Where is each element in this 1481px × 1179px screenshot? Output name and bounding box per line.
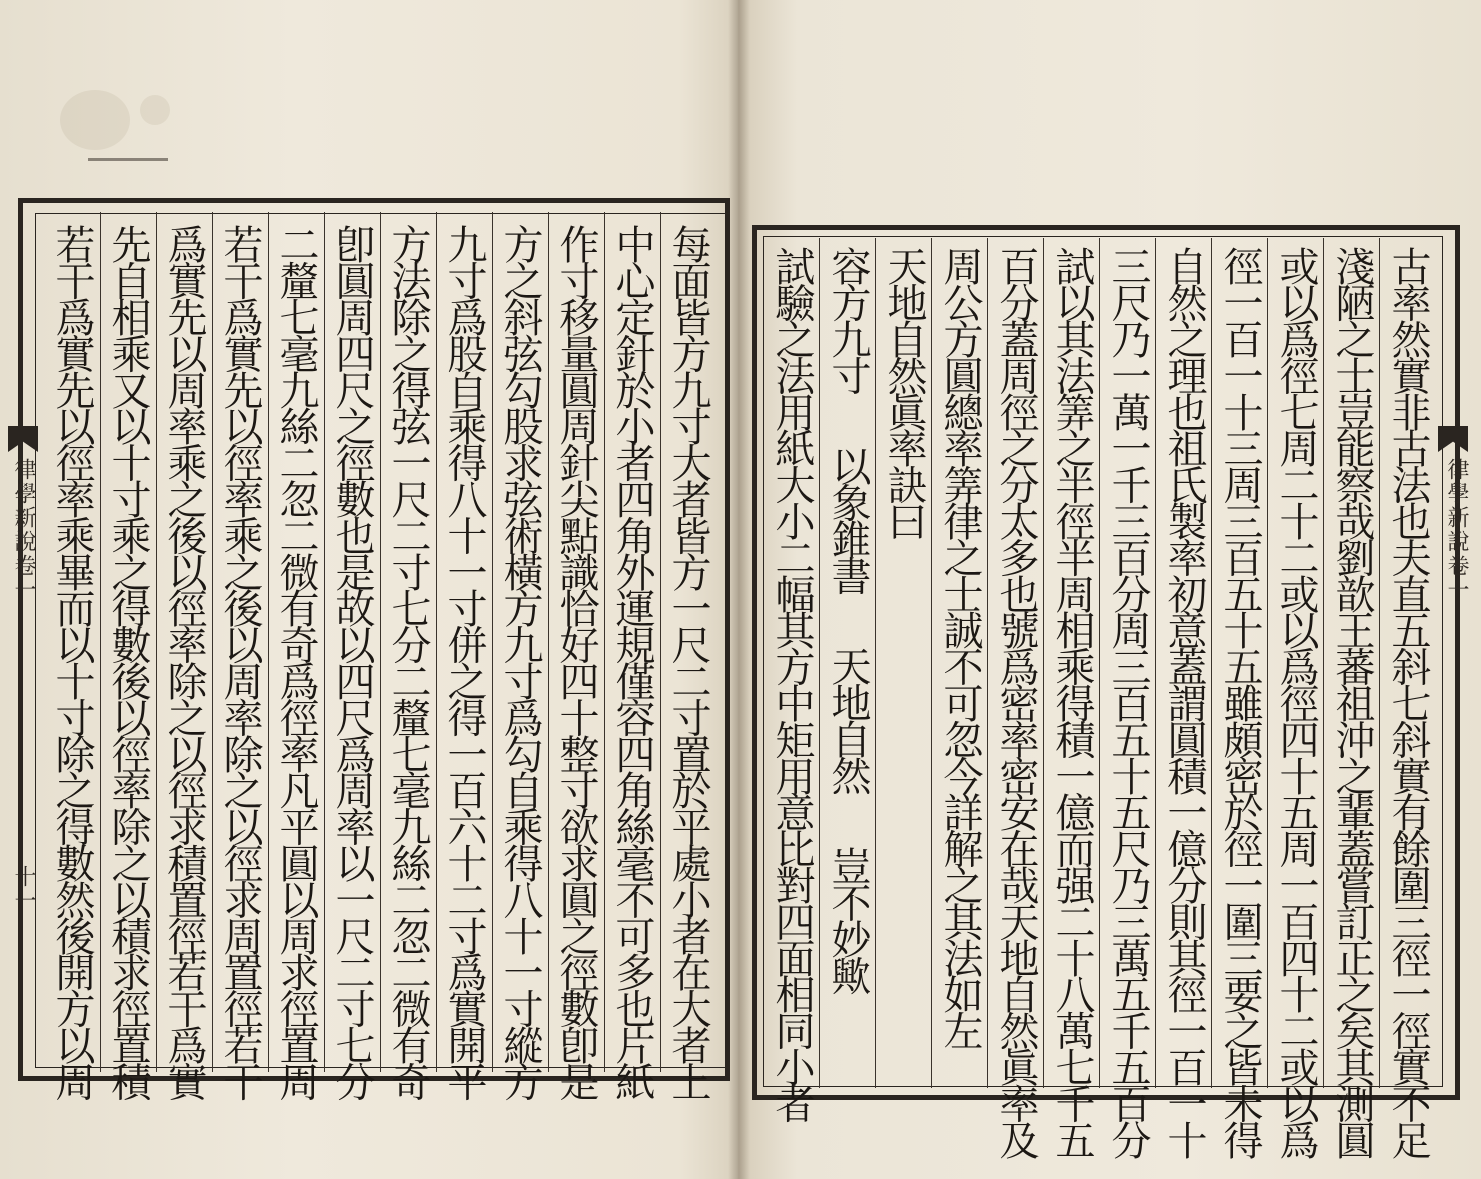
- column-rule: [931, 238, 932, 1088]
- folio-number: 十一: [11, 865, 36, 913]
- column-rule: [212, 212, 213, 1072]
- column-rule: [604, 212, 605, 1072]
- text-column: 中心定針於小者四角外運規僅容四角絲毫不可多也片紙: [609, 224, 655, 1098]
- text-column: 先自相乘又以十寸乘之得數後以徑率除之以積求徑置積: [105, 224, 151, 1098]
- column-rule: [1267, 238, 1268, 1088]
- text-column: 自然之理也祖氏製率初意蓋謂圓積一億分則其徑一百一十: [1161, 246, 1207, 1157]
- column-rule: [1323, 238, 1324, 1088]
- column-rule: [1099, 238, 1100, 1088]
- text-column: 試以其法筭之半徑半周相乘得積一億而强二十八萬七千五: [1049, 246, 1095, 1157]
- verse-line-3: 天地自然: [825, 646, 871, 792]
- right-margin-title: 律學新說卷一: [1444, 458, 1469, 602]
- text-column: 若干爲實先以徑率乘之後以周率除之以徑求周置徑若干: [217, 224, 263, 1098]
- column-rule: [1211, 238, 1212, 1088]
- verse-line-1: 容方九寸: [825, 246, 871, 392]
- text-column: 方之斜弦勾股求弦術橫方九寸爲勾自乘得八十一寸縱方: [497, 224, 543, 1098]
- column-rule: [875, 238, 876, 1088]
- left-margin-title: 律學新說卷一: [11, 458, 36, 602]
- text-column: 作寸移量圓周針尖點識恰好四十整寸欲求圓之徑數卽是: [553, 224, 599, 1098]
- column-rule: [1379, 238, 1380, 1088]
- column-rule: [1155, 238, 1156, 1088]
- text-column: 爲實先以周率乘之後以徑率除之以徑求積置徑若干爲實: [161, 224, 207, 1098]
- column-rule: [436, 212, 437, 1072]
- text-column: 卽圓周四尺之徑數也是故以四尺爲周率以一尺二寸七分: [329, 224, 375, 1098]
- text-column: 淺陋之士豈能察哉劉歆王蕃祖沖之輩蓋嘗訂正之矣其測圓: [1329, 246, 1375, 1157]
- text-column: 或以爲徑七周二十二或以爲徑四十五周一百四十二或以爲: [1273, 246, 1319, 1157]
- text-column: 天地自然眞率訣曰: [881, 246, 927, 538]
- text-column: 九寸爲股自乘得八十一寸併之得一百六十二寸爲實開平: [441, 224, 487, 1098]
- column-rule: [819, 238, 820, 1088]
- book-gutter: [728, 0, 750, 1179]
- right-page: [738, 0, 1481, 1179]
- column-rule: [660, 212, 661, 1072]
- left-page: [0, 0, 738, 1179]
- text-column: 三尺乃一萬一千三百分周三百五十五尺乃三萬五千五百分: [1105, 246, 1151, 1157]
- text-column: 徑一百一十三周三百五十五雖頗密於徑一圍三要之皆未得: [1217, 246, 1263, 1157]
- text-column: 每面皆方九寸大者皆方一尺二寸置於平處小者在大者上: [665, 224, 711, 1098]
- column-rule: [156, 212, 157, 1072]
- text-column: 方法除之得弦一尺二寸七分二釐七毫九絲二忽二微有奇: [385, 224, 431, 1098]
- paper-stain: [140, 95, 170, 125]
- column-rule: [1043, 238, 1044, 1088]
- text-column: 試驗之法用紙大小二幅其方中矩用意比對四面相同小者: [769, 246, 815, 1120]
- column-rule: [100, 212, 101, 1072]
- column-rule: [987, 238, 988, 1088]
- text-column: 古率然實非古法也夫直五斜七斜實有餘圍三徑一徑實不足: [1385, 246, 1431, 1157]
- text-column: 若干爲實先以徑率乘畢而以十寸除之得數然後開方以周: [49, 224, 95, 1098]
- faded-rule: [88, 158, 168, 161]
- verse-line-4: 豈不妙歟: [825, 846, 871, 992]
- text-column: 百分蓋周徑之分太多也號爲密率密安在哉天地自然眞率及: [993, 246, 1039, 1157]
- text-column: 周公方圓總率筭律之士誠不可忽今詳解之其法如左: [937, 246, 983, 1047]
- column-rule: [548, 212, 549, 1072]
- column-rule: [324, 212, 325, 1072]
- text-column: 二釐七毫九絲二忽二微有奇爲徑率凡平圓以周求徑置周: [273, 224, 319, 1098]
- column-rule: [380, 212, 381, 1072]
- verse-line-2: 以象錐書: [825, 446, 871, 592]
- column-rule: [268, 212, 269, 1072]
- column-rule: [492, 212, 493, 1072]
- paper-stain: [60, 90, 130, 150]
